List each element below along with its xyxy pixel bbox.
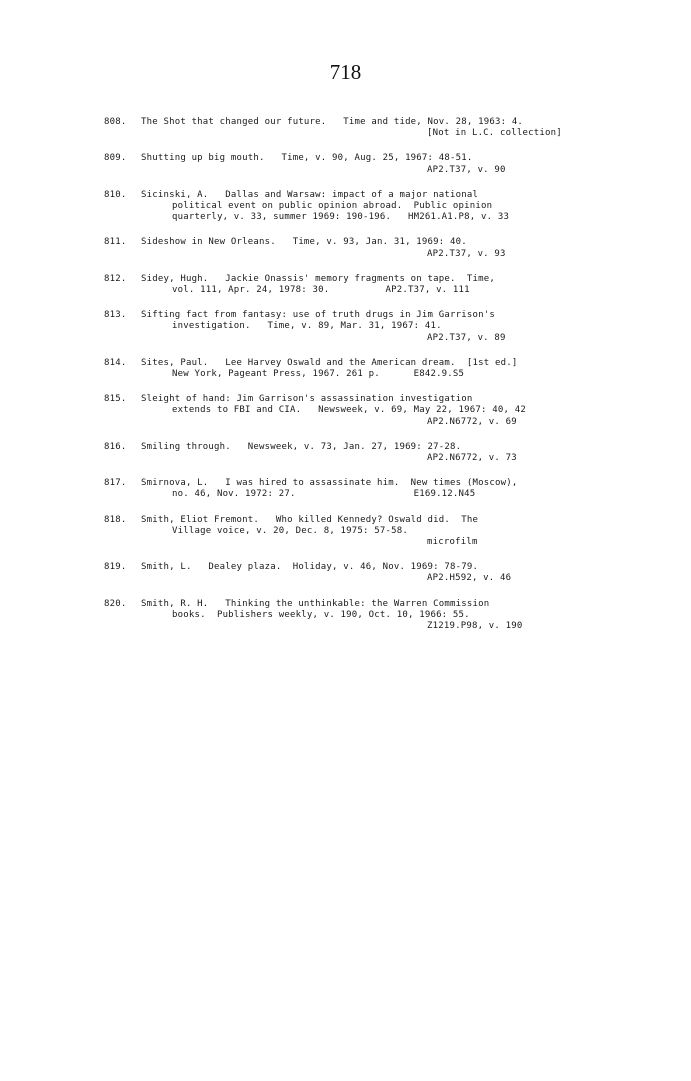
entry-line: Smith, Eliot Fremont. Who killed Kennedy? Oswald did. The: [141, 514, 479, 525]
entry-number: 816.: [104, 441, 127, 452]
entry-line: Smiling through. Newsweek, v. 73, Jan. 27, 1969: 27-28.: [141, 441, 462, 452]
entry-line: Smith, R. H. Thinking the unthinkable: the Warren Commission: [141, 598, 490, 609]
entry-line: Smirnova, L. I was hired to assassinate him. New times (Moscow),: [141, 478, 518, 489]
entry-line: quarterly, v. 33, summer 1969: 190-196. HM261.A1.P8, v. 33: [172, 212, 510, 223]
entry-call-number: microfilm: [427, 537, 478, 548]
entry-number: 820.: [104, 598, 127, 609]
entry-citation: [141, 599, 604, 633]
entry-citation: [141, 190, 604, 224]
entry-citation: [141, 394, 604, 428]
entry-number: 817.: [104, 478, 127, 489]
entry-line: Sleight of hand: Jim Garrison's assassination investigation: [141, 394, 473, 405]
entry-number: 812.: [104, 273, 127, 284]
entry-line: The Shot that changed our future. Time and tide, Nov. 28, 1963: 4.: [141, 117, 524, 127]
entry-line: Sidey, Hugh. Jackie Onassis' memory fragments on tape. Time,: [141, 273, 495, 284]
bibliography-entry: [104, 358, 604, 380]
entry-line: investigation. Time, v. 89, Mar. 31, 1967: 41.: [172, 321, 442, 332]
entry-citation: [141, 117, 604, 139]
entry-line: no. 46, Nov. 1972: 27. E169.12.N45: [172, 489, 476, 500]
bibliography-entry: [104, 153, 604, 175]
entry-citation: [141, 562, 604, 584]
entry-call-number: AP2.N6772, v. 69: [427, 416, 517, 427]
entry-number: 810.: [104, 189, 127, 200]
entry-call-number: [Not in L.C. collection]: [427, 128, 562, 139]
entry-line: Shutting up big mouth. Time, v. 90, Aug. 25, 1967: 48-51.: [141, 153, 473, 164]
entry-line: books. Publishers weekly, v. 190, Oct. 10, 1966: 55.: [172, 609, 470, 620]
entry-call-number: AP2.T37, v. 89: [427, 332, 506, 343]
entry-citation: [141, 358, 604, 380]
entry-line: Smith, L. Dealey plaza. Holiday, v. 46, Nov. 1969: 78-79.: [141, 562, 479, 573]
entry-call-number: Z1219.P98, v. 190: [427, 621, 523, 632]
bibliography-entry: [104, 562, 604, 584]
bibliography-entry: [104, 515, 604, 549]
bibliography-entry: [104, 442, 604, 464]
bibliography-entry: [104, 478, 604, 500]
entry-line: Sicinski, A. Dallas and Warsaw: impact of a major national: [141, 189, 479, 200]
entry-citation: [141, 478, 604, 500]
bibliography-entry: [104, 190, 604, 224]
bibliography-entry: [104, 599, 604, 633]
entry-number: 814.: [104, 357, 127, 368]
entry-citation: [141, 153, 604, 175]
bibliography-entry: [104, 237, 604, 259]
entry-line: vol. 111, Apr. 24, 1978: 30. AP2.T37, v. 111: [172, 285, 470, 296]
entry-line: Village voice, v. 20, Dec. 8, 1975: 57-58.: [172, 525, 408, 536]
entry-number: 809.: [104, 153, 127, 164]
bibliography-entry: [104, 394, 604, 428]
bibliography-list: [104, 117, 604, 646]
entry-number: 808.: [104, 117, 127, 127]
bibliography-entry: [104, 310, 604, 344]
entry-line: Sideshow in New Orleans. Time, v. 93, Jan. 31, 1969: 40.: [141, 237, 467, 248]
entry-call-number: AP2.T37, v. 93: [427, 248, 506, 259]
entry-citation: [141, 274, 604, 296]
entry-number: 815.: [104, 394, 127, 405]
bibliography-entry: [104, 274, 604, 296]
entry-call-number: AP2.N6772, v. 73: [427, 453, 517, 464]
entry-call-number: AP2.T37, v. 90: [427, 164, 506, 175]
entry-citation: [141, 515, 604, 549]
entry-citation: [141, 237, 604, 259]
entry-citation: [141, 442, 604, 464]
entry-citation: [141, 310, 604, 344]
entry-number: 819.: [104, 562, 127, 573]
entry-number: 818.: [104, 514, 127, 525]
entry-line: New York, Pageant Press, 1967. 261 p. E842.9.S5: [172, 369, 465, 380]
entry-line: Sifting fact from fantasy: use of truth drugs in Jim Garrison's: [141, 310, 495, 321]
entry-line: Sites, Paul. Lee Harvey Oswald and the American dream. [1st ed.]: [141, 357, 518, 368]
entry-line: extends to FBI and CIA. Newsweek, v. 69, May 22, 1967: 40, 42: [172, 405, 526, 416]
page-number: 718: [329, 60, 362, 84]
bibliography-entry: [104, 117, 604, 139]
entry-number: 813.: [104, 310, 127, 321]
entry-number: 811.: [104, 237, 127, 248]
entry-call-number: AP2.H592, v. 46: [427, 573, 512, 584]
entry-line: political event on public opinion abroad. Public opinion: [172, 201, 493, 212]
